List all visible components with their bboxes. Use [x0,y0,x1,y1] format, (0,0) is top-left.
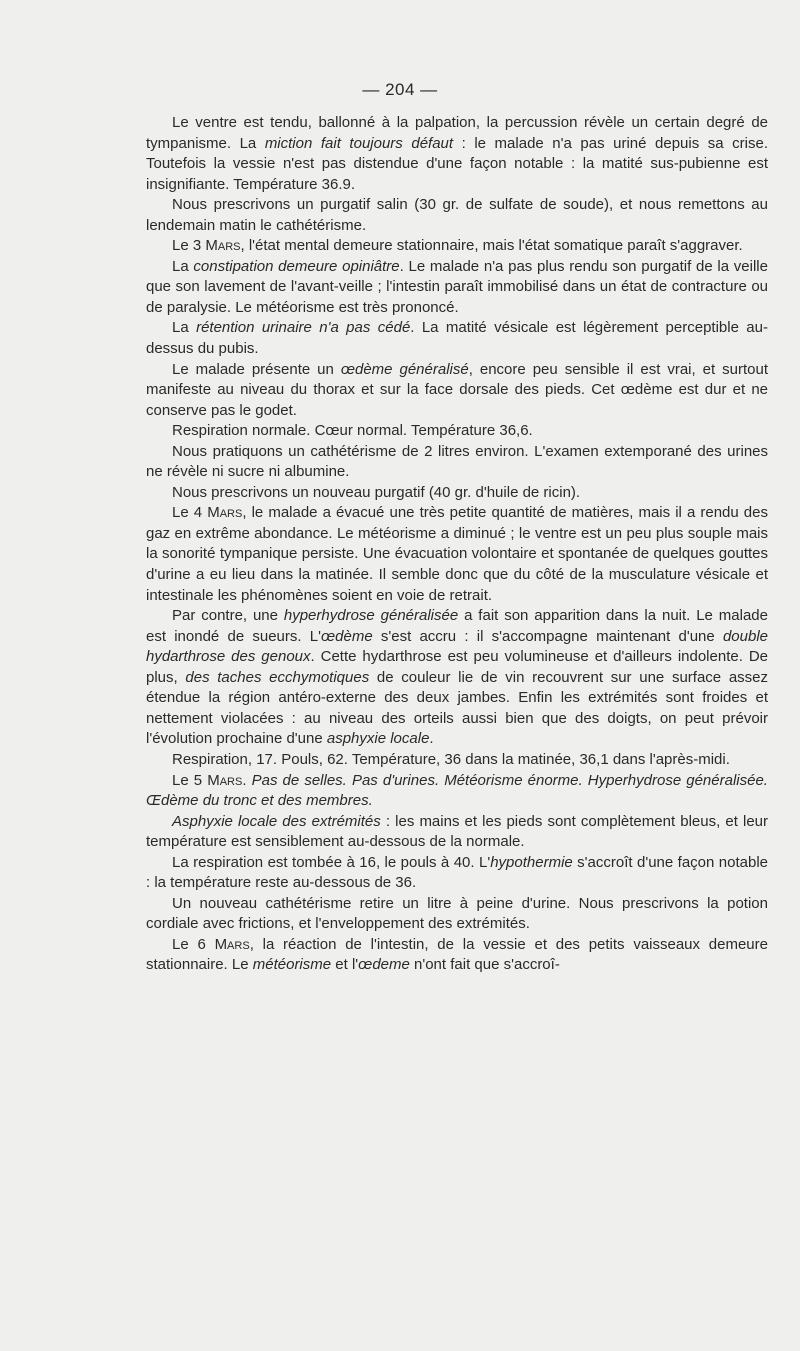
paragraph: Le 3 Mars, l'état mental demeure stationnaire, mais l'état somatique paraît s'aggraver. [172,237,743,255]
paragraph: Le ventre est tendu, ballonné à la palpation, la percussion révèle un certain degré de tympanisme. La miction fait toujours défaut : le malade n'a pas uriné depuis sa crise. Toutefois la vessie n'est pas distendue d'une façon notable : la matité sus-pubienne est insignifiante. Température 36.9. [146,114,769,193]
paragraph: Nous prescrivons un nouveau purgatif (40 gr. d'huile de ricin). [172,483,581,501]
paragraph: Nous pratiquons un cathétérisme de 2 litres environ. L'examen extemporané des urines ne révèle ni sucre ni albumine. [146,442,768,481]
paragraph: La respiration est tombée à 16, le pouls à 40. L'hypothermie s'accroît d'une façon notable : la température reste au-dessous de 36. [146,853,768,892]
paragraph: Asphyxie locale des extrémités : les mains et les pieds sont complètement bleus, et leur température est sensiblement au-dessous de la normale. [146,812,768,851]
paragraph: La rétention urinaire n'a pas cédé. La matité vésicale est légèrement perceptible au-dessus du pubis. [146,319,768,358]
paragraph: Respiration, 17. Pouls, 62. Température, 36 dans la matinée, 36,1 dans l'après-midi. [172,750,730,768]
paragraph: Un nouveau cathétérisme retire un litre à peine d'urine. Nous prescrivons la potion cordiale avec frictions, et l'enveloppement des extrémités. [146,894,768,933]
paragraph: La constipation demeure opiniâtre. Le malade n'a pas plus rendu son purgatif de la veille que son lavement de l'avant-veille ; l'intestin paraît immobilisé dans un état de contracture ou de paralysie. Le météorisme est très prononcé. [146,257,768,316]
paragraph: Par contre, une hyperhydrose généralisée a fait son apparition dans la nuit. Le malade est inondé de sueurs. L'œdème s'est accru : il s'accompagne maintenant d'une double hydarthrose des genoux. Cette hydarthrose est peu volumineuse et d'ailleurs indolente. De plus, des taches ecchymotiques de couleur lie de vin recouvrent sur une surface assez étendue la région antéro-externe des deux jambes. Enfin les extrémités sont froides et nettement violacées : au niveau des orteils aussi bien que des doigts, on peut prévoir l'évolution prochaine d'une asphyxie locale. [146,607,769,748]
paragraph: Le 5 Mars. Pas de selles. Pas d'urines. Météorisme énorme. Hyperhydrose généralisée. Œdème du tronc et des membres. [146,771,768,810]
paragraph: Le 4 Mars, le malade a évacué une très petite quantité de matières, mais il a rendu des gaz en extrême abondance. Le météorisme a diminué ; le ventre est un peu plus souple mais la sonorité tympanique persiste. Une évacuation volontaire et spontanée de quelques gouttes d'urine a eu lieu dans la matinée. Il semble donc que du côté de la musculature vésicale et intestinale les phénomènes soient en voie de retrait. [146,504,768,604]
paragraph: Nous prescrivons un purgatif salin (30 gr. de sulfate de soude), et nous remettons au lendemain matin le cathétérisme. [146,196,768,234]
page-number: — 204 — [362,80,438,99]
paragraph: Le 6 Mars, la réaction de l'intestin, de la vessie et des petits vaisseaux demeure stationnaire. Le météorisme et l'œdeme n'ont fait que s'accroî- [146,935,768,974]
paragraph: Respiration normale. Cœur normal. Température 36,6. [172,422,533,440]
body-text [146,113,768,976]
paragraph: Le malade présente un œdème généralisé, encore peu sensible il est vrai, et surtout manifeste au niveau du thorax et sur la face dorsale des pieds. Cet œdème est dur et ne conserve pas le godet. [146,360,768,419]
